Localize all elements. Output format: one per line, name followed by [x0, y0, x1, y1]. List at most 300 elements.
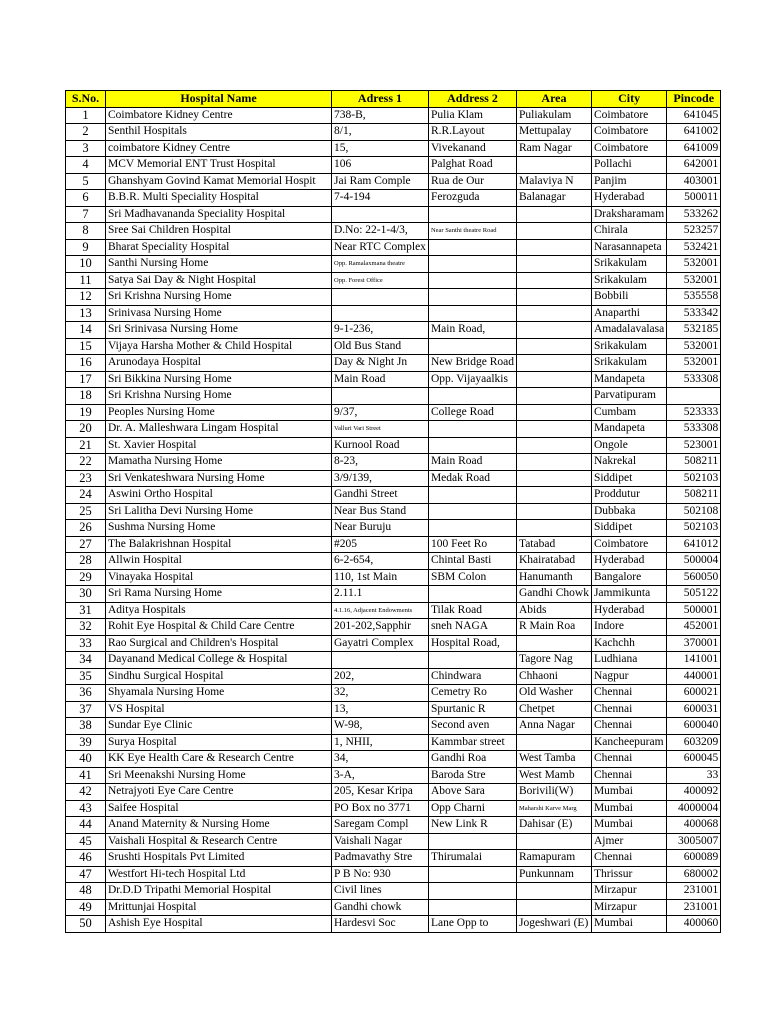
hospital-name-cell: Bharat Speciality Hospital [106, 239, 332, 256]
pincode-cell: 641045 [667, 107, 721, 124]
address-2-cell: Opp. Vijayaalkis [428, 371, 516, 388]
area-cell: Chhaoni [516, 668, 591, 685]
hospital-name-cell: Mamatha Nursing Home [106, 454, 332, 471]
address-1-cell: 34, [332, 751, 429, 768]
area-cell [516, 404, 591, 421]
sno-cell: 38 [66, 718, 106, 735]
city-cell: Bangalore [591, 569, 666, 586]
address-1-cell: 205, Kesar Kripa [332, 784, 429, 801]
pincode-cell: 532185 [667, 322, 721, 339]
hospital-name-cell: Sree Sai Children Hospital [106, 223, 332, 240]
address-2-cell: Vivekanand [428, 140, 516, 157]
sno-cell: 28 [66, 553, 106, 570]
table-row [66, 569, 721, 586]
table-body [66, 107, 721, 932]
city-cell: Coimbatore [591, 107, 666, 124]
table-row [66, 206, 721, 223]
address-2-cell [428, 272, 516, 289]
header-address-1: Adress 1 [332, 91, 429, 108]
pincode-cell: 452001 [667, 619, 721, 636]
hospital-name-cell: Rohit Eye Hospital & Child Care Centre [106, 619, 332, 636]
table-row [66, 883, 721, 900]
address-2-cell: 100 Feet Ro [428, 536, 516, 553]
address-1-cell: Kurnool Road [332, 437, 429, 454]
sno-cell: 48 [66, 883, 106, 900]
sno-cell: 23 [66, 470, 106, 487]
address-1-cell [332, 206, 429, 223]
area-cell [516, 272, 591, 289]
header-row [66, 91, 721, 108]
sno-cell: 7 [66, 206, 106, 223]
table-row [66, 404, 721, 421]
pincode-cell: 532001 [667, 338, 721, 355]
pincode-cell: 508211 [667, 454, 721, 471]
area-cell: Chetpet [516, 701, 591, 718]
table-row [66, 338, 721, 355]
address-2-cell: Hospital Road, [428, 635, 516, 652]
city-cell: Siddipet [591, 470, 666, 487]
sno-cell: 24 [66, 487, 106, 504]
address-1-cell: 1, NHII, [332, 734, 429, 751]
table-row [66, 355, 721, 372]
city-cell: Mirzapur [591, 899, 666, 916]
address-1-cell: PO Box no 3771 [332, 800, 429, 817]
table-row [66, 272, 721, 289]
hospital-name-cell: Dr.D.D Tripathi Memorial Hospital [106, 883, 332, 900]
area-cell [516, 239, 591, 256]
sno-cell: 17 [66, 371, 106, 388]
sno-cell: 8 [66, 223, 106, 240]
sno-cell: 5 [66, 173, 106, 190]
pincode-cell: 33 [667, 767, 721, 784]
hospital-name-cell: Vijaya Harsha Mother & Child Hospital [106, 338, 332, 355]
pincode-cell: 523333 [667, 404, 721, 421]
sno-cell: 49 [66, 899, 106, 916]
table-row [66, 751, 721, 768]
area-cell: Puliakulam [516, 107, 591, 124]
area-cell: West Tamba [516, 751, 591, 768]
hospital-name-cell: Sri Madhavananda Speciality Hospital [106, 206, 332, 223]
area-cell [516, 322, 591, 339]
table-row [66, 470, 721, 487]
pincode-cell: 370001 [667, 635, 721, 652]
address-1-cell [332, 305, 429, 322]
address-2-cell [428, 338, 516, 355]
city-cell: Coimbatore [591, 140, 666, 157]
area-cell [516, 899, 591, 916]
hospital-name-cell: Allwin Hospital [106, 553, 332, 570]
hospital-name-cell: KK Eye Health Care & Research Centre [106, 751, 332, 768]
area-cell: Tagore Nag [516, 652, 591, 669]
city-cell: Thrissur [591, 866, 666, 883]
address-2-cell [428, 899, 516, 916]
pincode-cell: 400060 [667, 916, 721, 933]
sno-cell: 47 [66, 866, 106, 883]
address-2-cell [428, 652, 516, 669]
address-2-cell [428, 256, 516, 273]
hospital-name-cell: Arunodaya Hospital [106, 355, 332, 372]
hospital-name-cell: Mrittunjai Hospital [106, 899, 332, 916]
city-cell: Coimbatore [591, 124, 666, 141]
city-cell: Coimbatore [591, 536, 666, 553]
hospital-name-cell: Peoples Nursing Home [106, 404, 332, 421]
hospital-name-cell: Vaishali Hospital & Research Centre [106, 833, 332, 850]
hospital-name-cell: Aswini Ortho Hospital [106, 487, 332, 504]
area-cell [516, 734, 591, 751]
hospital-name-cell: Srinivasa Nursing Home [106, 305, 332, 322]
address-1-cell: 106 [332, 157, 429, 174]
hospital-name-cell: Westfort Hi-tech Hospital Ltd [106, 866, 332, 883]
hospital-name-cell: Rao Surgical and Children's Hospital [106, 635, 332, 652]
pincode-cell: 535558 [667, 289, 721, 306]
address-1-cell: 8/1, [332, 124, 429, 141]
address-1-cell: 6-2-654, [332, 553, 429, 570]
sno-cell: 37 [66, 701, 106, 718]
pincode-cell: 600040 [667, 718, 721, 735]
address-1-cell: Padmavathy Stre [332, 850, 429, 867]
address-2-cell: SBM Colon [428, 569, 516, 586]
area-cell [516, 371, 591, 388]
pincode-cell: 440001 [667, 668, 721, 685]
address-2-cell [428, 305, 516, 322]
address-1-cell: 32, [332, 685, 429, 702]
city-cell: Mumbai [591, 916, 666, 933]
address-2-cell: Opp Charni [428, 800, 516, 817]
hospital-name-cell: B.B.R. Multi Speciality Hospital [106, 190, 332, 207]
pincode-cell: 533262 [667, 206, 721, 223]
city-cell: Pollachi [591, 157, 666, 174]
area-cell [516, 388, 591, 405]
pincode-cell: 403001 [667, 173, 721, 190]
sno-cell: 41 [66, 767, 106, 784]
area-cell [516, 883, 591, 900]
area-cell: Tatabad [516, 536, 591, 553]
sno-cell: 22 [66, 454, 106, 471]
sno-cell: 29 [66, 569, 106, 586]
city-cell: Mumbai [591, 784, 666, 801]
address-2-cell: Thirumalai [428, 850, 516, 867]
city-cell: Chennai [591, 685, 666, 702]
sno-cell: 44 [66, 817, 106, 834]
table-row [66, 305, 721, 322]
address-2-cell: Tilak Road [428, 602, 516, 619]
pincode-cell: 231001 [667, 883, 721, 900]
sno-cell: 25 [66, 503, 106, 520]
sno-cell: 19 [66, 404, 106, 421]
area-cell [516, 157, 591, 174]
sno-cell: 10 [66, 256, 106, 273]
table-row [66, 322, 721, 339]
sno-cell: 2 [66, 124, 106, 141]
address-1-cell [332, 289, 429, 306]
pincode-cell: 500001 [667, 602, 721, 619]
table-row [66, 553, 721, 570]
area-cell: Punkunnam [516, 866, 591, 883]
area-cell: Maharshi Karve Marg [516, 800, 591, 817]
area-cell: Old Washer [516, 685, 591, 702]
sno-cell: 30 [66, 586, 106, 603]
table-row [66, 107, 721, 124]
pincode-cell: 141001 [667, 652, 721, 669]
area-cell [516, 503, 591, 520]
table-row [66, 850, 721, 867]
address-1-cell: Gayatri Complex [332, 635, 429, 652]
address-2-cell [428, 388, 516, 405]
hospital-name-cell: Surya Hospital [106, 734, 332, 751]
pincode-cell: 641009 [667, 140, 721, 157]
pincode-cell: 641012 [667, 536, 721, 553]
city-cell: Bobbili [591, 289, 666, 306]
area-cell: R Main Roa [516, 619, 591, 636]
pincode-cell: 600045 [667, 751, 721, 768]
hospital-name-cell: Dr. A. Malleshwara Lingam Hospital [106, 421, 332, 438]
city-cell: Mirzapur [591, 883, 666, 900]
pincode-cell: 505122 [667, 586, 721, 603]
table-row [66, 916, 721, 933]
table-row [66, 619, 721, 636]
table-row [66, 734, 721, 751]
pincode-cell: 502108 [667, 503, 721, 520]
sno-cell: 1 [66, 107, 106, 124]
city-cell: Kancheepuram [591, 734, 666, 751]
city-cell: Panjim [591, 173, 666, 190]
sno-cell: 13 [66, 305, 106, 322]
hospital-name-cell: VS Hospital [106, 701, 332, 718]
table-row [66, 602, 721, 619]
city-cell: Amadalavalasa [591, 322, 666, 339]
pincode-cell: 600031 [667, 701, 721, 718]
address-1-cell [332, 652, 429, 669]
address-1-cell: Opp. Ramalaxmana theatre [332, 256, 429, 273]
address-2-cell: Cemetry Ro [428, 685, 516, 702]
sno-cell: 26 [66, 520, 106, 537]
hospital-name-cell: Coimbatore Kidney Centre [106, 107, 332, 124]
sno-cell: 18 [66, 388, 106, 405]
header-area: Area [516, 91, 591, 108]
hospital-name-cell: Sri Meenakshi Nursing Home [106, 767, 332, 784]
area-cell: Dahisar (E) [516, 817, 591, 834]
city-cell: Srikakulam [591, 256, 666, 273]
address-2-cell [428, 487, 516, 504]
pincode-cell: 603209 [667, 734, 721, 751]
table-row [66, 586, 721, 603]
address-2-cell: Pulia Klam [428, 107, 516, 124]
pincode-cell: 400092 [667, 784, 721, 801]
hospital-name-cell: Aditya Hospitals [106, 602, 332, 619]
sno-cell: 32 [66, 619, 106, 636]
area-cell: Hanumanth [516, 569, 591, 586]
area-cell [516, 470, 591, 487]
area-cell [516, 520, 591, 537]
sno-cell: 3 [66, 140, 106, 157]
area-cell: Ram Nagar [516, 140, 591, 157]
city-cell: Chennai [591, 718, 666, 735]
hospital-name-cell: Dayanand Medical College & Hospital [106, 652, 332, 669]
address-2-cell [428, 206, 516, 223]
address-2-cell: Chintal Basti [428, 553, 516, 570]
address-2-cell [428, 437, 516, 454]
header-hospital-name: Hospital Name [106, 91, 332, 108]
city-cell: Srikakulam [591, 355, 666, 372]
table-row [66, 157, 721, 174]
table-row [66, 520, 721, 537]
city-cell: Indore [591, 619, 666, 636]
address-1-cell: 202, [332, 668, 429, 685]
sno-cell: 34 [66, 652, 106, 669]
hospital-name-cell: Ashish Eye Hospital [106, 916, 332, 933]
city-cell: Nakrekal [591, 454, 666, 471]
address-1-cell: Saregam Compl [332, 817, 429, 834]
table-row [66, 421, 721, 438]
area-cell [516, 421, 591, 438]
city-cell: Chennai [591, 767, 666, 784]
city-cell: Chennai [591, 701, 666, 718]
address-2-cell: New Bridge Road [428, 355, 516, 372]
hospital-name-cell: The Balakrishnan Hospital [106, 536, 332, 553]
hospital-name-cell: Sri Rama Nursing Home [106, 586, 332, 603]
city-cell: Chirala [591, 223, 666, 240]
table-row [66, 866, 721, 883]
table-row [66, 173, 721, 190]
address-1-cell: 201-202,Sapphir [332, 619, 429, 636]
table-row [66, 256, 721, 273]
city-cell: Hyderabad [591, 602, 666, 619]
city-cell: Mumbai [591, 800, 666, 817]
address-2-cell: New Link R [428, 817, 516, 834]
area-cell [516, 487, 591, 504]
hospital-name-cell: Sri Krishna Nursing Home [106, 388, 332, 405]
pincode-cell: 532001 [667, 256, 721, 273]
pincode-cell: 502103 [667, 470, 721, 487]
address-2-cell [428, 833, 516, 850]
sno-cell: 42 [66, 784, 106, 801]
area-cell [516, 338, 591, 355]
city-cell: Chennai [591, 850, 666, 867]
city-cell: Ludhiana [591, 652, 666, 669]
area-cell [516, 833, 591, 850]
address-1-cell: Old Bus Stand [332, 338, 429, 355]
address-2-cell [428, 503, 516, 520]
city-cell: Ongole [591, 437, 666, 454]
table-row [66, 536, 721, 553]
address-1-cell: Civil lines [332, 883, 429, 900]
address-1-cell: 738-B, [332, 107, 429, 124]
table-row [66, 140, 721, 157]
sno-cell: 15 [66, 338, 106, 355]
address-1-cell: 2.11.1 [332, 586, 429, 603]
table-row [66, 487, 721, 504]
city-cell: Proddutur [591, 487, 666, 504]
hospital-name-cell: Satya Sai Day & Night Hospital [106, 272, 332, 289]
header-pincode: Pincode [667, 91, 721, 108]
city-cell: Ajmer [591, 833, 666, 850]
pincode-cell: 500004 [667, 553, 721, 570]
city-cell: Narasannapeta [591, 239, 666, 256]
sno-cell: 39 [66, 734, 106, 751]
address-1-cell: 4.1.16, Adjacent Endowments [332, 602, 429, 619]
pincode-cell: 600021 [667, 685, 721, 702]
address-2-cell: Gandhi Roa [428, 751, 516, 768]
address-1-cell: 110, 1st Main [332, 569, 429, 586]
pincode-cell: 523257 [667, 223, 721, 240]
hospital-name-cell: MCV Memorial ENT Trust Hospital [106, 157, 332, 174]
pincode-cell: 532001 [667, 272, 721, 289]
table-row [66, 289, 721, 306]
sno-cell: 35 [66, 668, 106, 685]
pincode-cell: 560050 [667, 569, 721, 586]
sno-cell: 43 [66, 800, 106, 817]
sno-cell: 31 [66, 602, 106, 619]
area-cell [516, 305, 591, 322]
address-1-cell: Valluri Vari Street [332, 421, 429, 438]
area-cell [516, 256, 591, 273]
hospital-name-cell: Anand Maternity & Nursing Home [106, 817, 332, 834]
city-cell: Nagpur [591, 668, 666, 685]
city-cell: Siddipet [591, 520, 666, 537]
pincode-cell: 231001 [667, 899, 721, 916]
table-row [66, 701, 721, 718]
address-2-cell: Above Sara [428, 784, 516, 801]
pincode-cell: 500011 [667, 190, 721, 207]
area-cell: Mettupalay [516, 124, 591, 141]
pincode-cell [667, 388, 721, 405]
hospital-name-cell: Sri Srinivasa Nursing Home [106, 322, 332, 339]
address-2-cell: Baroda Stre [428, 767, 516, 784]
sno-cell: 36 [66, 685, 106, 702]
area-cell [516, 289, 591, 306]
address-2-cell: Near Santhi theatre Road [428, 223, 516, 240]
area-cell: West Mamb [516, 767, 591, 784]
address-2-cell: Main Road, [428, 322, 516, 339]
table-row [66, 784, 721, 801]
address-2-cell: Kammbar street [428, 734, 516, 751]
pincode-cell: 642001 [667, 157, 721, 174]
address-1-cell: 9/37, [332, 404, 429, 421]
area-cell [516, 635, 591, 652]
address-2-cell [428, 586, 516, 603]
city-cell: Mandapeta [591, 371, 666, 388]
address-2-cell: Rua de Our [428, 173, 516, 190]
sno-cell: 33 [66, 635, 106, 652]
sno-cell: 16 [66, 355, 106, 372]
table-row [66, 223, 721, 240]
sno-cell: 21 [66, 437, 106, 454]
sno-cell: 14 [66, 322, 106, 339]
pincode-cell: 532001 [667, 355, 721, 372]
table-row [66, 635, 721, 652]
address-2-cell: Lane Opp to [428, 916, 516, 933]
address-1-cell: D.No: 22-1-4/3, [332, 223, 429, 240]
hospital-name-cell: Sri Bikkina Nursing Home [106, 371, 332, 388]
address-1-cell: 8-23, [332, 454, 429, 471]
table-row [66, 388, 721, 405]
sno-cell: 12 [66, 289, 106, 306]
table-row [66, 668, 721, 685]
address-1-cell: Hardesvi Soc [332, 916, 429, 933]
area-cell: Borivili(W) [516, 784, 591, 801]
area-cell: Anna Nagar [516, 718, 591, 735]
address-2-cell: Palghat Road [428, 157, 516, 174]
table-row [66, 454, 721, 471]
pincode-cell: 3005007 [667, 833, 721, 850]
address-1-cell: 15, [332, 140, 429, 157]
address-1-cell: Jai Ram Comple [332, 173, 429, 190]
city-cell: Mumbai [591, 817, 666, 834]
hospital-name-cell: St. Xavier Hospital [106, 437, 332, 454]
sno-cell: 27 [66, 536, 106, 553]
address-1-cell: 3-A, [332, 767, 429, 784]
pincode-cell: 532421 [667, 239, 721, 256]
